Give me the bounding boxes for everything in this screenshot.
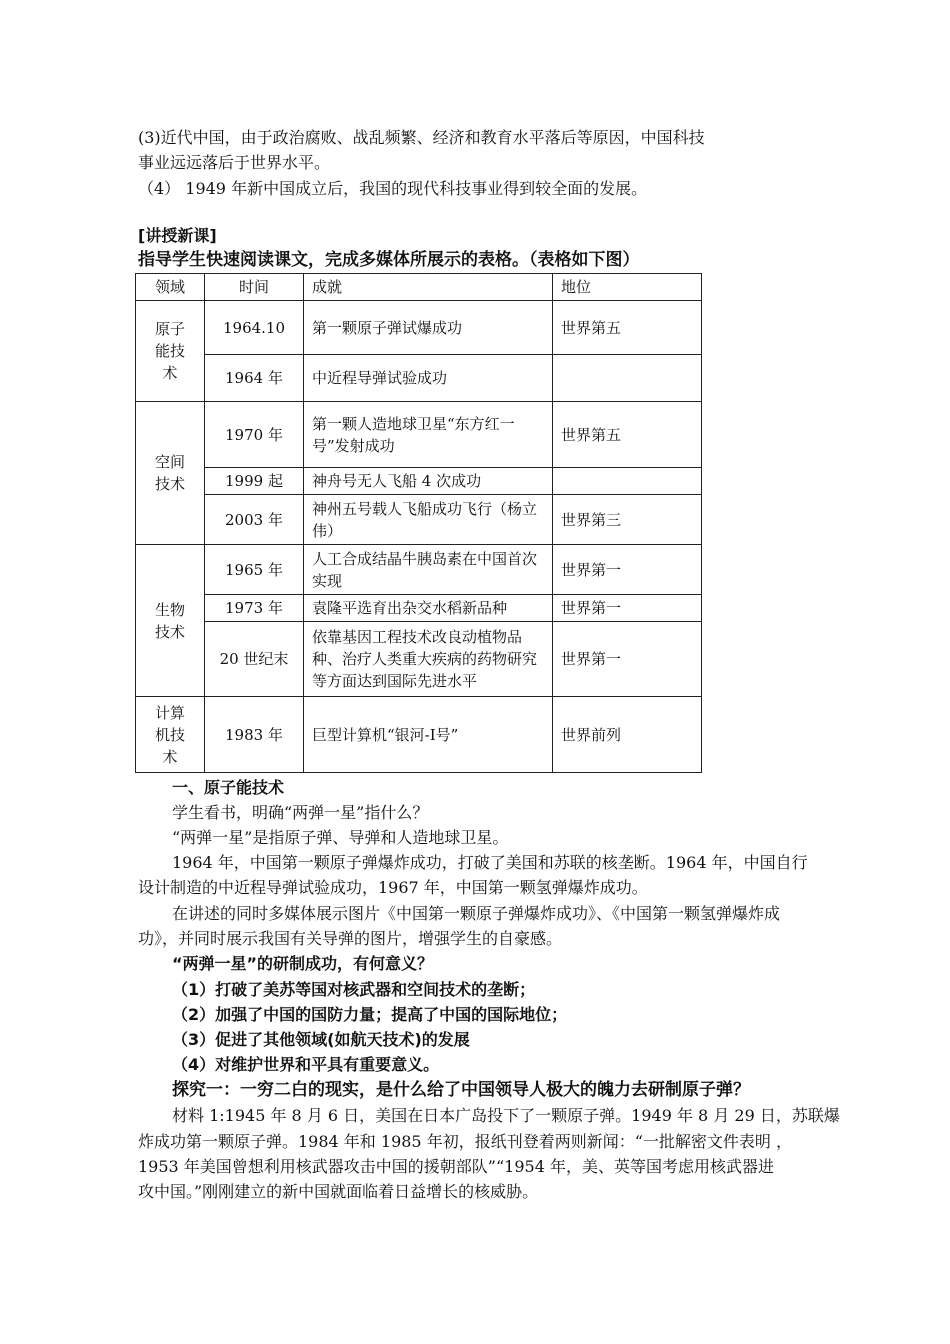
part1-paragraph-2: “两弹一星”是指原子弹、导弹和人造地球卫星。: [172, 828, 509, 847]
intro-paragraph-4: （4） 1949 年新中国成立后，我国的现代科技事业得到较全面的发展。: [138, 179, 648, 198]
header-achievement: 成就: [304, 274, 553, 301]
time-cell: 1973 年: [205, 595, 304, 622]
material-line-2: 炸成功第一颗原子弹。1984 年和 1985 年初，报纸刊登着两则新闻：“一批解密文件表明 ，: [138, 1132, 792, 1151]
achievements-table: [135, 273, 702, 773]
time-cell: 1965 年: [205, 545, 304, 595]
time-cell: 1970 年: [205, 402, 304, 468]
part1-paragraph-3-line-1: 1964 年，中国第一颗原子弹爆炸成功，打破了美国和苏联的核垄断。1964 年，中国自行: [172, 853, 808, 872]
table-row: [136, 622, 702, 697]
table-header-row: [136, 274, 702, 301]
significance-item: （1）打破了美苏等国对核武器和空间技术的垄断；: [172, 980, 536, 999]
achievement-cell: 人工合成结晶牛胰岛素在中国首次实现: [304, 545, 553, 595]
table-row: [136, 697, 702, 773]
achievement-cell: 神舟号无人飞船 4 次成功: [304, 468, 553, 495]
table-row: [136, 545, 702, 595]
table-instruction: 指导学生快速阅读课文，完成多媒体所展示的表格。（表格如下图）: [138, 250, 640, 270]
rank-cell: [553, 468, 702, 495]
field-cell: 生物 技术: [136, 545, 205, 697]
part1-paragraph-4-line-1: 在讲述的同时多媒体展示图片《中国第一颗原子弹爆炸成功》、《中国第一颗氢弹爆炸成: [172, 904, 781, 923]
intro-paragraph-3-line-1: (3)近代中国，由于政治腐败、战乱频繁、经济和教育水平落后等原因，中国科技: [138, 128, 705, 147]
achievement-cell: 第一颗人造地球卫星“东方红一号”发射成功: [304, 402, 553, 468]
part1-paragraph-3-line-2: 设计制造的中近程导弹试验成功，1967 年，中国第一颗氢弹爆炸成功。: [138, 878, 648, 897]
intro-paragraph-3-line-2: 事业远远落后于世界水平。: [138, 153, 331, 172]
time-cell: 1964 年: [205, 355, 304, 402]
rank-cell: [553, 355, 702, 402]
achievement-cell: 巨型计算机“银河-Ⅰ号”: [304, 697, 553, 773]
part1-paragraph-1: 学生看书，明确“两弹一星”指什么？: [172, 803, 429, 822]
table-row: [136, 355, 702, 402]
field-cell: 原子 能技 术: [136, 301, 205, 402]
rank-cell: 世界第五: [553, 402, 702, 468]
rank-cell: 世界第一: [553, 595, 702, 622]
table-row: [136, 468, 702, 495]
rank-cell: 世界第一: [553, 545, 702, 595]
time-cell: 1964.10: [205, 301, 304, 355]
material-line-1: 材料 1:1945 年 8 月 6 日，美国在日本广岛投下了一颗原子弹。1949 年 8 月 29 日，苏联爆: [172, 1106, 840, 1125]
significance-item: （2）加强了中国的国防力量；提高了中国的国际地位；: [172, 1005, 568, 1024]
achievement-cell: 袁隆平选育出杂交水稻新品种: [304, 595, 553, 622]
field-cell: 空间 技术: [136, 402, 205, 545]
table-row: [136, 301, 702, 355]
rank-cell: 世界第五: [553, 301, 702, 355]
achievement-cell: 第一颗原子弹试爆成功: [304, 301, 553, 355]
significance-item: （4）对维护世界和平具有重要意义。: [172, 1055, 440, 1074]
header-field: 领域: [136, 274, 205, 301]
significance-item: （3）促进了其他领域(如航天技术)的发展: [172, 1030, 470, 1049]
rank-cell: 世界前列: [553, 697, 702, 773]
time-cell: 1999 起: [205, 468, 304, 495]
time-cell: 1983 年: [205, 697, 304, 773]
time-cell: 2003 年: [205, 495, 304, 545]
significance-question: “两弹一星”的研制成功，有何意义？: [172, 954, 434, 973]
rank-cell: 世界第一: [553, 622, 702, 697]
header-rank: 地位: [553, 274, 702, 301]
field-cell: 计算 机技 术: [136, 697, 205, 773]
table-row: [136, 495, 702, 545]
achievement-cell: 中近程导弹试验成功: [304, 355, 553, 402]
material-line-3: 1953 年美国曾想利用核武器攻击中国的援朝部队”“1954 年，美、英等国考虑用核武器进: [138, 1157, 774, 1176]
time-cell: 20 世纪末: [205, 622, 304, 697]
achievement-cell: 神州五号载人飞船成功飞行（杨立伟）: [304, 495, 553, 545]
material-line-4: 攻中国。”刚刚建立的新中国就面临着日益增长的核威胁。: [138, 1182, 539, 1201]
achievement-cell: 依靠基因工程技术改良动植物品种、治疗人类重大疾病的药物研究等方面达到国际先进水平: [304, 622, 553, 697]
header-time: 时间: [205, 274, 304, 301]
inquiry-title: 探究一：一穷二白的现实，是什么给了中国领导人极大的魄力去研制原子弹？: [172, 1080, 750, 1100]
part1-title: 一、原子能技术: [172, 778, 285, 797]
table-row: [136, 595, 702, 622]
section-heading: [讲授新课]: [138, 226, 217, 245]
part1-paragraph-4-line-2: 功》，并同时展示我国有关导弹的图片，增强学生的自豪感。: [138, 929, 563, 948]
table-row: [136, 402, 702, 468]
rank-cell: 世界第三: [553, 495, 702, 545]
